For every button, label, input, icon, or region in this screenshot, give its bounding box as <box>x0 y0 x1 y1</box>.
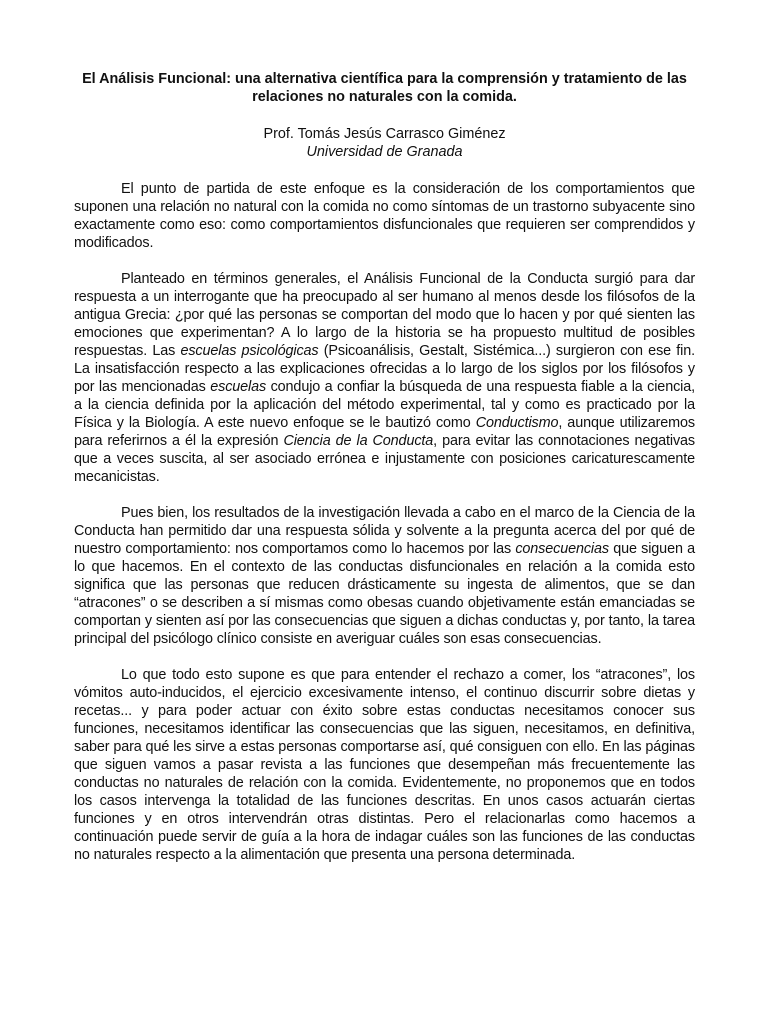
paragraph-2-emphasis: escuelas psicológicas <box>180 343 319 359</box>
paragraph-2-text: , aunque utilizaremos para referirnos a él la expresión <box>74 415 695 449</box>
paragraph-3-text: que siguen a lo que hacemos. En el contexto de las conductas disfuncionales en relación a la comida esto significa que las personas que reducen drásticamente su ingesta de alimentos, que se dan “atracones” o se describen a sí mismas como obesas cuando objetivamente están emanciadas se comportan y sienten así por las consecuencias que siguen a dichas conductas y, por tanto, la tarea principal del psicólogo clínico consiste en averiguar cuáles son esas consecuencias. <box>74 541 695 647</box>
paragraph-1: El punto de partida de este enfoque es la consideración de los comportamientos que suponen una relación no natural con la comida no como síntomas de un trastorno subyacente sino exactamente como eso: como comportamientos disfuncionales que requieren ser comprendidos y modificados. <box>74 181 695 251</box>
paragraph-3-text: Pues bien, los resultados de la investigación llevada a cabo en el marco de la Ciencia de la Conducta han permitido dar una respuesta sólida y solvente a la pregunta acerca del por qué de nuestro comportamiento: nos comportamos como lo hacemos por las <box>74 505 695 557</box>
document-title: El Análisis Funcional: una alternativa científica para la comprensión y tratamiento de las relaciones no naturales con la comida. <box>82 71 687 105</box>
paragraph-2-text: Planteado en términos generales, el Análisis Funcional de la Conducta surgió para dar respuesta a un interrogante que ha preocupado al ser humano al menos desde los filósofos de la antigua Grecia: ¿por qué las personas se comportan del modo que lo hacen y por qué sienten las emociones que experimentan? A lo largo de la historia se ha propuesto multitud de posibles respuestas. Las <box>74 271 695 359</box>
paragraph-3 <box>74 504 695 648</box>
paragraph-2-text: (Psicoanálisis, Gestalt, Sistémica...) surgieron con ese fin. La insatisfacción respecto a las explicaciones ofrecidas a lo largo de los siglos por los filósofos y por las mencionadas <box>74 343 695 395</box>
paragraph-2-text: condujo a confiar la búsqueda de una respuesta fiable a la ciencia, a la ciencia definida por la aplicación del método experimental, tal y como es practicado por la Física y la Biología. A este nuevo enfoque se le bautizó como <box>74 379 695 431</box>
author-name: Prof. Tomás Jesús Carrasco Giménez <box>263 126 506 142</box>
author-block <box>74 125 695 161</box>
paragraph-3-emphasis: consecuencias <box>515 541 609 557</box>
paragraph-4: Lo que todo esto supone es que para entender el rechazo a comer, los “atracones”, los vómitos auto-inducidos, el ejercicio excesivamente intenso, el continuo discurrir sobre dietas y recetas... y para poder actuar con éxito sobre estas conductas necesitamos conocer sus funciones, necesitamos identificar las consecuencias que las siguen, necesitamos, en definitiva, saber para qué les sirve a estas personas comportarse así, qué consiguen con ello. En las páginas que siguen vamos a pasar revista a las funciones que desempeñan más frecuentemente las conductas no naturales de relación con la comida. Evidentemente, no proponemos que en todos los casos intervenga la totalidad de las funciones descritas. En unos casos actuarán ciertas funciones y en otros intervendrán otras distintas. Pero el relacionarlas como hacemos a continuación puede servir de guía a la hora de indagar cuáles son las funciones de las conductas no naturales respecto a la alimentación que presenta una persona determinada. <box>74 667 695 863</box>
paragraph-2-emphasis: Conductismo <box>475 415 559 431</box>
paragraph-2 <box>74 270 695 486</box>
paragraph-2-text: , para evitar las connotaciones negativas que a veces suscita, al ser asociado errónea e injustamente con posiciones caricaturescamente mecanicistas. <box>74 433 695 485</box>
document-page <box>74 70 695 864</box>
paragraph-2-emphasis: Ciencia de la Conducta <box>283 433 434 449</box>
author-affiliation: Universidad de Granada <box>306 144 463 160</box>
paragraph-2-emphasis: escuelas <box>210 379 267 395</box>
